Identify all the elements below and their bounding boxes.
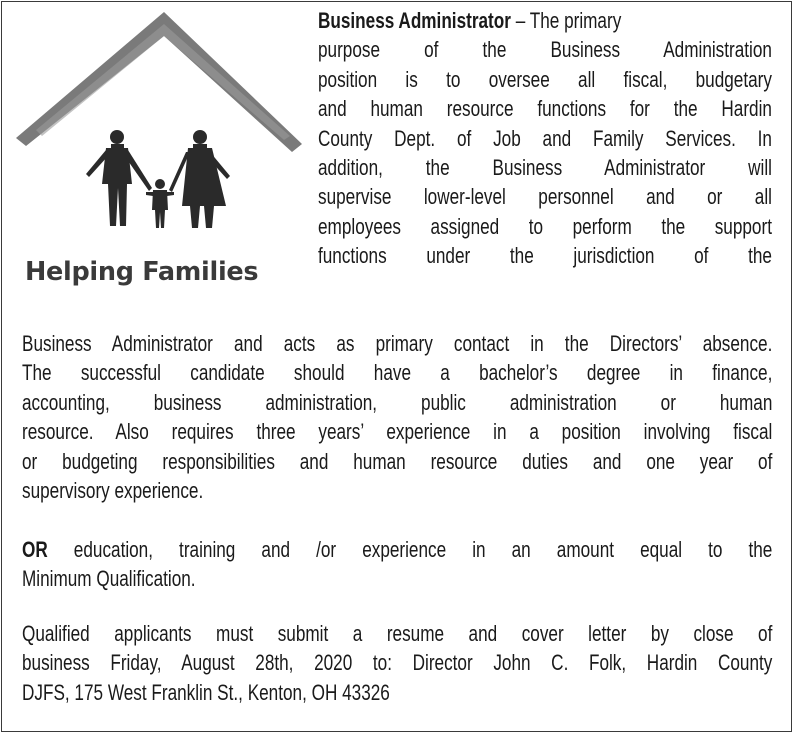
qualifications-paragraph <box>22 329 772 505</box>
text-line: resource. Also requires three years’ experience in a position involving fiscal <box>22 419 773 445</box>
text-line: accounting, business administration, public administration or human <box>22 389 773 415</box>
text-line: employees assigned to perform the support <box>318 213 772 239</box>
text-line: position is to oversee all fiscal, budgetary <box>318 66 772 92</box>
advertisement-frame <box>1 1 792 732</box>
parent-left-figure <box>86 130 152 226</box>
title-dash: – <box>515 8 526 33</box>
text-line: The successful candidate should have a bachelor’s degree in finance, <box>22 360 773 386</box>
or-paragraph <box>22 535 772 594</box>
closing-paragraph <box>22 619 772 707</box>
text-line: The primary <box>529 8 622 33</box>
intro-paragraph <box>318 6 772 271</box>
text-line: supervise lower-level personnel and or all <box>318 184 772 210</box>
logo-text: Helping Families <box>25 257 259 287</box>
title-line <box>318 6 772 35</box>
text-line: DJFS, 175 West Franklin St., Kenton, OH 43326 <box>22 679 390 705</box>
text-line: purpose of the Business Administration <box>318 37 772 63</box>
text-line: addition, the Business Administrator will <box>318 155 772 181</box>
job-title: Business Administrator <box>318 8 511 33</box>
text-line: business Friday, August 28th, 2020 to: Director John C. Folk, Hardin County <box>22 650 773 676</box>
or-line <box>22 535 772 564</box>
text-line: or budgeting responsibilities and human resource duties and one year of <box>22 448 773 474</box>
text-line: Minimum Qualification. <box>22 566 196 592</box>
text-line: Qualified applicants must submit a resume and cover letter by close of <box>22 621 773 646</box>
text-line: and human resource functions for the Hardin <box>318 96 772 122</box>
house-family-icon <box>14 6 304 256</box>
parent-right-figure <box>169 130 230 228</box>
text-line: functions under the jurisdiction of the <box>318 243 772 269</box>
or-word: OR <box>22 537 48 562</box>
text-line: County Dept. of Job and Family Services. In <box>318 125 772 151</box>
or-rest: education, training and /or experience in an amount equal to the <box>73 537 773 562</box>
text-line: supervisory experience. <box>22 478 204 504</box>
text-line: Business Administrator and acts as primary contact in the Directors’ absence. <box>22 331 773 356</box>
helping-families-logo <box>14 6 304 301</box>
roof-texture <box>36 24 290 140</box>
